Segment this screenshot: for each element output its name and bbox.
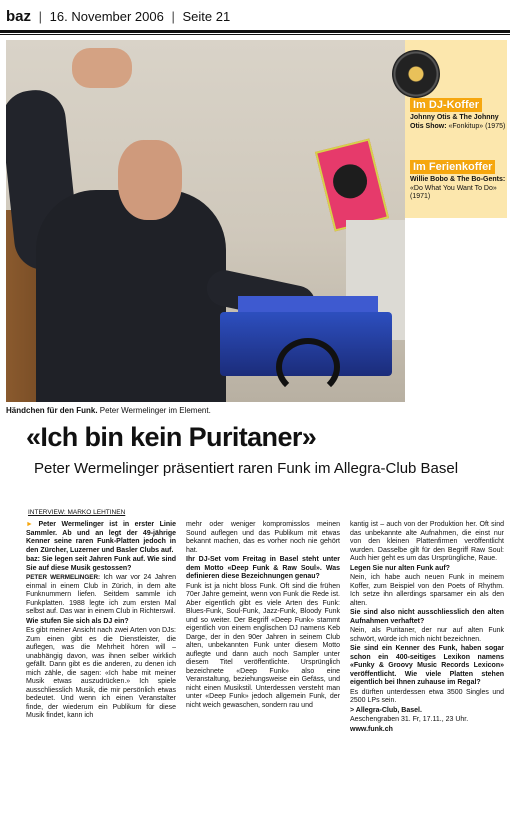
event-info-address: Aeschengraben 31. Fr, 17.11., 23 Uhr. <box>350 716 469 723</box>
answer-text: Ich war vor 24 Jahren einmal in einem Club in Zürich, in dem alte Funknummern liefen. Seitdem sammle ich Funkplatten. 1988 legte ich zum ersten Mal selbst auf. Das war in einem Club in Richterswil. <box>26 574 176 615</box>
interview-question: Wie stufen Sie sich als DJ ein? <box>26 617 129 625</box>
interview-question: Ihr DJ-Set vom Freitag in Basel steht unter dem Motto «Deep Funk & Raw Soul». Was definieren diese Bezeichnungen genau? <box>186 556 340 580</box>
sidebar-artist: Johnny Otis & The Johnny Otis Show: <box>410 114 499 130</box>
masthead-separator: | <box>171 9 175 24</box>
sidebar-heading-ferienkoffer: Im Ferienkoffer <box>410 160 495 174</box>
person-torso <box>36 190 226 402</box>
sidebar-heading-dj-koffer: Im DJ-Koffer <box>410 98 482 112</box>
speaker-name: PETER WERMELINGER: <box>26 574 101 581</box>
interview-question: Sie sind also nicht ausschliesslich den alten Aufnahmen verhaftet? <box>350 609 504 625</box>
header-rule-thin <box>0 34 510 35</box>
interview-answer: Nein, ich habe auch neuen Funk in meinem Koffer, zum Beispiel von den Poets of Rhythm. Ich setze ihn allerdings sparsamer ein als den alten. <box>350 574 504 607</box>
interview-question: baz: Sie legen seit Jahren Funk auf. Wie sind Sie auf diese Musik gestossen? <box>26 556 176 572</box>
header-rule <box>0 30 510 33</box>
record-poster <box>315 138 389 231</box>
sidebar-album: «Do What You Want To Do» (1971) <box>410 184 497 200</box>
sidebar-artist: Willie Bobo & The Bo-Gents: <box>410 176 506 183</box>
article-headline: «Ich bin kein Puritaner» <box>26 422 317 452</box>
article-byline: INTERVIEW: MARKO LEHTINEN <box>28 509 126 516</box>
hand <box>72 48 132 88</box>
event-info-title: > Allegra-Club, Basel. <box>350 706 422 714</box>
sidebar-text-ferienkoffer <box>410 176 506 202</box>
interview-question: Legen Sie nur alten Funk auf? <box>350 564 450 572</box>
article-column-1 <box>26 521 176 722</box>
person-head <box>118 140 182 220</box>
photo-caption-text: Peter Wermelinger im Element. <box>97 406 211 415</box>
sidebar-text-dj-koffer <box>410 114 506 131</box>
article-column-3 <box>350 521 504 735</box>
vinyl-record-icon <box>392 50 440 98</box>
masthead <box>6 8 504 28</box>
article-photo <box>6 40 405 402</box>
photo-caption <box>6 406 211 415</box>
issue-date: 16. November 2006 <box>49 9 164 24</box>
newspaper-brand: baz <box>6 8 32 25</box>
sidebar-album: «Fonkitup» (1975) <box>446 122 506 130</box>
interview-answer: Funk ist ja nicht bloss Funk. Oft sind die frühen 70er Jahre gemeint, wenn von Funk die Rede ist. Aber eigentlich gibt es viele Arten des Funk: Blues-Funk, Soul-Funk, Jazz-Funk, Bloody Funk und so weiter. Der Begriff «Deep Funk» stammt eigentlich von einem englischen DJ namens Keb Darge, der in den 90er Jahren in seinem Club alten, unbekannten Funk unter diesem Motto auflegte und dann auch noch Sampler unter diesem Titel veröffentlichte. Ursprünglich bezeichnete «Deep Funk» also eine Veranstaltung, beziehungsweise ein Gefäss, und nicht einen Musikstil. Unterdessen versteht man unter «Deep Funk» jedoch allgemein Funk, der nicht weich gewaschen, sondern rau und <box>186 582 340 709</box>
article-subhead: Peter Wermelinger präsentiert raren Funk im Allegra-Club Basel <box>34 460 459 477</box>
interview-question: Sie sind ein Kenner des Funk, haben sogar schon ein 400-seitiges Lexikon namens «Funky & Groovy Music Records Lexicon» veröffentlicht. Wie viele Platten stehen eigentlich bei Ihnen zuhause im Regal? <box>350 645 504 686</box>
page-number: Seite 21 <box>182 9 231 24</box>
interview-answer: Es dürften unterdessen etwa 3500 Singles und 2500 LPs sein. <box>350 688 504 704</box>
lead-text: Peter Wermelinger ist in erster Linie Sammler. Ab und an legt der 49-jährige Kenner seine raren Funk-Platten jedoch in den Zürcher, Luzerner und Basler Clubs auf. <box>26 521 176 554</box>
event-info-url[interactable]: www.funk.ch <box>350 725 393 733</box>
interview-answer <box>26 574 176 617</box>
interview-answer: mehr oder weniger kompromisslos meinen Sound auflegen und das Publikum mit etwas bekannt machen, das es vorher noch nie gehört hat. <box>186 521 340 554</box>
masthead-separator: | <box>38 9 43 24</box>
interview-answer: kantig ist – auch von der Produktion her. Oft sind das unbekannte alte Aufnahmen, die einst nur von den kleinen Plattenfirmen veröffentlicht wurden. Dasselbe gilt für den Begriff Raw Soul: Auch hier geht es um das Ursprüngliche, Raue. <box>350 521 504 562</box>
headphones <box>276 338 340 396</box>
article-column-2 <box>186 521 340 711</box>
interview-answer: Nein, als Puritaner, der nur auf alten Funk schwört, würde ich mich nicht bezeichnen. <box>350 627 504 643</box>
interview-answer: Es gibt meiner Ansicht nach zwei Arten von DJs: Zum einen gibt es die Dienstleister, die auflegen, was die Mehrheit hören will – unabhängig davon, was ihnen selber wirklich gefällt. Dann gibt es die anderen, zu denen ich mich zähle, die sagen: «Ich habe mit meiner Musik etwas auszudrücken.» Ich spiele ausschliesslich Musik, die mir persönlich etwas bedeutet. Und wenn ich einen Veranstalter finde, der wiederum ein Publikum für diese Musik findet, kann ich <box>26 627 176 719</box>
lead-paragraph: ► Peter Wermelinger ist in erster Linie Sammler. Ab und an legt der 49-jährige Kenner seine raren Funk-Platten jedoch in den Zürcher, Luzerner und Basler Clubs auf. <box>26 521 176 554</box>
photo-caption-bold: Händchen für den Funk. <box>6 406 98 415</box>
